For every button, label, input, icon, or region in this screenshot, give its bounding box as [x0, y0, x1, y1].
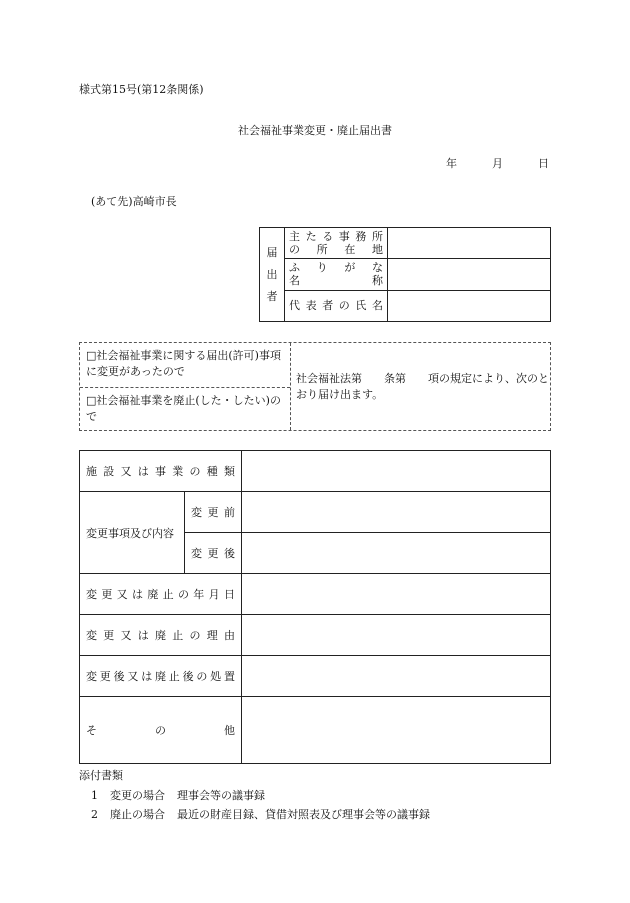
- addressee: (あて先)高崎市長: [91, 195, 177, 208]
- date-year-label: 年: [446, 157, 457, 170]
- option-change-checkbox[interactable]: □社会福祉事業に関する届出(許可)事項に変更があったので: [86, 349, 281, 378]
- reason-field[interactable]: [242, 615, 551, 656]
- applicant-table: [259, 227, 551, 322]
- change-date-field[interactable]: [242, 574, 551, 615]
- change-items-label: 変更事項及び内容: [80, 492, 185, 574]
- before-change-field[interactable]: [242, 492, 551, 533]
- name-label: ふ り が な 名 称: [285, 259, 388, 290]
- attachments-title: 添付書類: [79, 769, 123, 782]
- disposition-label: 変 更 後 又 は 廃 止 後 の 処 置: [80, 656, 242, 697]
- date-line: [446, 155, 549, 171]
- name-field[interactable]: [388, 259, 551, 290]
- attachment-item-1: 1 変更の場合 理事会等の議事録: [91, 789, 265, 802]
- details-table: [79, 450, 551, 764]
- change-date-label: 変 更 又 は 廃 止 の 年 月 日: [80, 574, 242, 615]
- representative-label: 代 表 者 の 氏 名: [285, 290, 388, 321]
- office-address-field[interactable]: [388, 228, 551, 259]
- disposition-field[interactable]: [242, 656, 551, 697]
- date-month-label: 月: [492, 157, 503, 170]
- facility-type-field[interactable]: [242, 451, 551, 492]
- document-title: 社会福祉事業変更・廃止届出書: [238, 124, 392, 137]
- date-day-label: 日: [538, 157, 549, 170]
- representative-field[interactable]: [388, 290, 551, 321]
- form-number: 様式第15号(第12条関係): [79, 83, 204, 96]
- applicant-side-label: 届 出 者: [260, 228, 285, 322]
- other-field[interactable]: [242, 697, 551, 764]
- law-reference-text: 社会福祉法第 条第 項の規定により、次のとおり届け出ます。: [296, 372, 549, 401]
- attachment-item-2: 2 廃止の場合 最近の財産目録、貸借対照表及び理事会等の議事録: [91, 808, 430, 821]
- other-label: そ の 他: [80, 697, 242, 764]
- after-change-field[interactable]: [242, 533, 551, 574]
- after-change-label: 変 更 後: [185, 533, 242, 574]
- before-change-label: 変 更 前: [185, 492, 242, 533]
- facility-type-label: 施 設 又 は 事 業 の 種 類: [80, 451, 242, 492]
- reason-label: 変 更 又 は 廃 止 の 理 由: [80, 615, 242, 656]
- reason-options-box: [79, 342, 551, 431]
- option-abolish-checkbox[interactable]: □社会福祉事業を廃止(した・したい)ので: [86, 394, 281, 423]
- office-address-label: 主 た る 事 務 所 の 所 在 地: [285, 228, 388, 259]
